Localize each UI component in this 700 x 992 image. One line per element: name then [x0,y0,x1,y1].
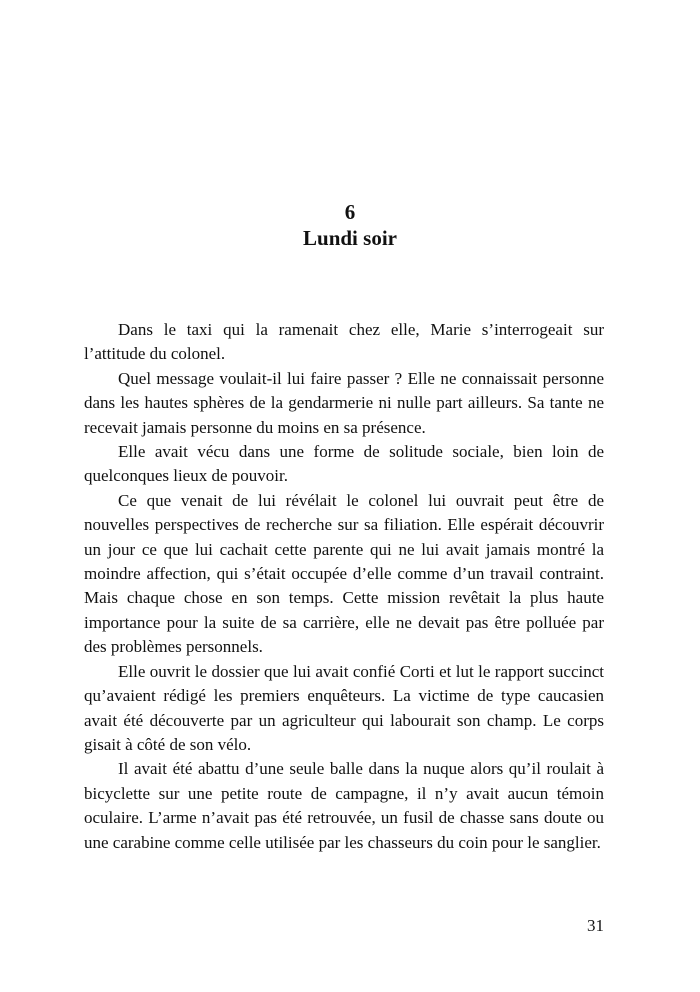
page-number: 31 [587,916,604,935]
body-text [84,318,604,855]
paragraph-3: Elle avait vécu dans une forme de solitude sociale, bien loin de quelconques lieux de pouvoir. [84,442,604,486]
paragraph-2: Quel message voulait-il lui faire passer ? Elle ne connaissait personne dans les hautes sphères de la gendarmerie ni nulle part ailleurs. Sa tante ne recevait jamais personne du moins en sa présence. [84,368,604,437]
paragraph-4: Ce que venait de lui révélait le colonel lui ouvrait peut être de nouvelles perspectives de recherche sur sa filiation. Elle espérait découvrir un jour ce que lui cachait cette parente qui ne lui avait jamais montré la moindre affection, qui s’était occupée d’elle comme d’un travail contraint. Mais chaque chose en son temps. Cette mission revêtait la plus haute importance pour la suite de sa carrière, elle ne devait pas être polluée par des problèmes personnels. [84,490,604,657]
chapter-title: Lundi soir [303,226,397,250]
paragraph-1: Dans le taxi qui la ramenait chez elle, Marie s’interrogeait sur l’attitude du colonel. [84,320,604,364]
chapter-number: 6 [344,200,356,224]
paragraph-6: Il avait été abattu d’une seule balle dans la nuque alors qu’il roulait à bicyclette sur une petite route de campagne, il n’y avait aucun témoin oculaire. L’arme n’avait pas été retrouvée, un fusil de chasse sans doute ou une carabine comme celle utilisée par les chasseurs du coin pour le sanglier. [84,759,604,852]
paragraph-5: Elle ouvrit le dossier que lui avait confié Corti et lut le rapport succinct qu’avaient rédigé les premiers enquêteurs. La victime de type caucasien avait été découverte par un agriculteur qui labourait son champ. Le corps gisait à côté de son vélo. [84,661,604,754]
